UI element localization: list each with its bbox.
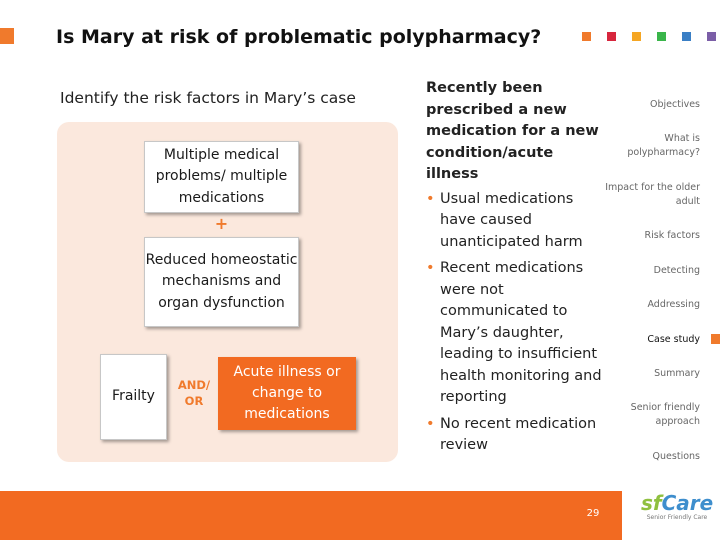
nav-item-questions[interactable]: Questions <box>652 451 700 462</box>
bullet-item <box>426 189 606 254</box>
color-squares <box>582 32 716 41</box>
nav-item-what-is-polypharmacy[interactable]: What is polypharmacy? <box>627 133 700 158</box>
multiple-problems-box <box>144 141 299 213</box>
bullet-text: No recent medication review <box>440 415 597 453</box>
bullet-item <box>426 258 606 409</box>
reduced-homeostatic-text: Reduced homeostatic mechanisms and organ dysfunction <box>145 251 298 311</box>
bullet-item <box>426 414 606 457</box>
case-bullet-list <box>426 189 606 457</box>
nav-item-case-study[interactable]: Case study <box>647 334 700 345</box>
bullet-text: Usual medications have caused unanticipated harm <box>440 190 583 250</box>
case-heading: Recently been prescribed a new medication for a new condition/acute illness <box>426 80 599 182</box>
nav-item-senior-friendly-approach[interactable]: Senior friendly approach <box>630 402 700 427</box>
frailty-box <box>100 354 167 440</box>
title-accent-marker <box>0 28 14 44</box>
logo-wordmark <box>641 492 713 514</box>
and-or-label: AND/ OR <box>177 378 211 408</box>
color-square-yellow <box>632 32 641 41</box>
case-details <box>426 78 606 462</box>
left-subtitle: Identify the risk factors in Mary’s case <box>60 89 356 107</box>
color-square-blue <box>682 32 691 41</box>
active-section-marker <box>711 334 720 344</box>
bullet-dot-icon: • <box>426 260 435 276</box>
color-square-red <box>607 32 616 41</box>
color-square-green <box>657 32 666 41</box>
bullet-dot-icon: • <box>426 415 435 432</box>
nav-item-addressing[interactable]: Addressing <box>647 299 700 310</box>
logo-sf: sf <box>641 491 662 515</box>
acute-illness-box <box>218 357 356 430</box>
multiple-problems-text: Multiple medical problems/ multiple medications <box>155 146 288 206</box>
acute-illness-text: Acute illness or change to medications <box>233 364 341 422</box>
logo-care: Care <box>661 491 714 515</box>
nav-item-detecting[interactable]: Detecting <box>653 265 700 276</box>
color-square-orange <box>582 32 591 41</box>
nav-item-objectives[interactable]: Objectives <box>650 99 700 110</box>
footer-bar <box>0 491 720 540</box>
logo-tagline: Senior Friendly Care <box>646 514 708 521</box>
slide-title: Is Mary at risk of problematic polypharmacy? <box>56 26 542 48</box>
reduced-homeostatic-box <box>144 237 299 327</box>
nav-item-summary[interactable]: Summary <box>654 368 700 379</box>
plus-sign: + <box>214 214 229 233</box>
frailty-text: Frailty <box>112 388 155 405</box>
color-square-purple <box>707 32 716 41</box>
page-number: 29 <box>586 508 600 519</box>
bullet-text: Recent medications were not communicated to Mary’s daughter, leading to insufficient health monitoring and reporting <box>440 260 602 405</box>
bullet-dot-icon: • <box>426 190 435 207</box>
sfcare-logo <box>641 492 713 522</box>
nav-item-risk-factors[interactable]: Risk factors <box>644 230 700 241</box>
nav-item-impact[interactable]: Impact for the older adult <box>605 182 700 207</box>
